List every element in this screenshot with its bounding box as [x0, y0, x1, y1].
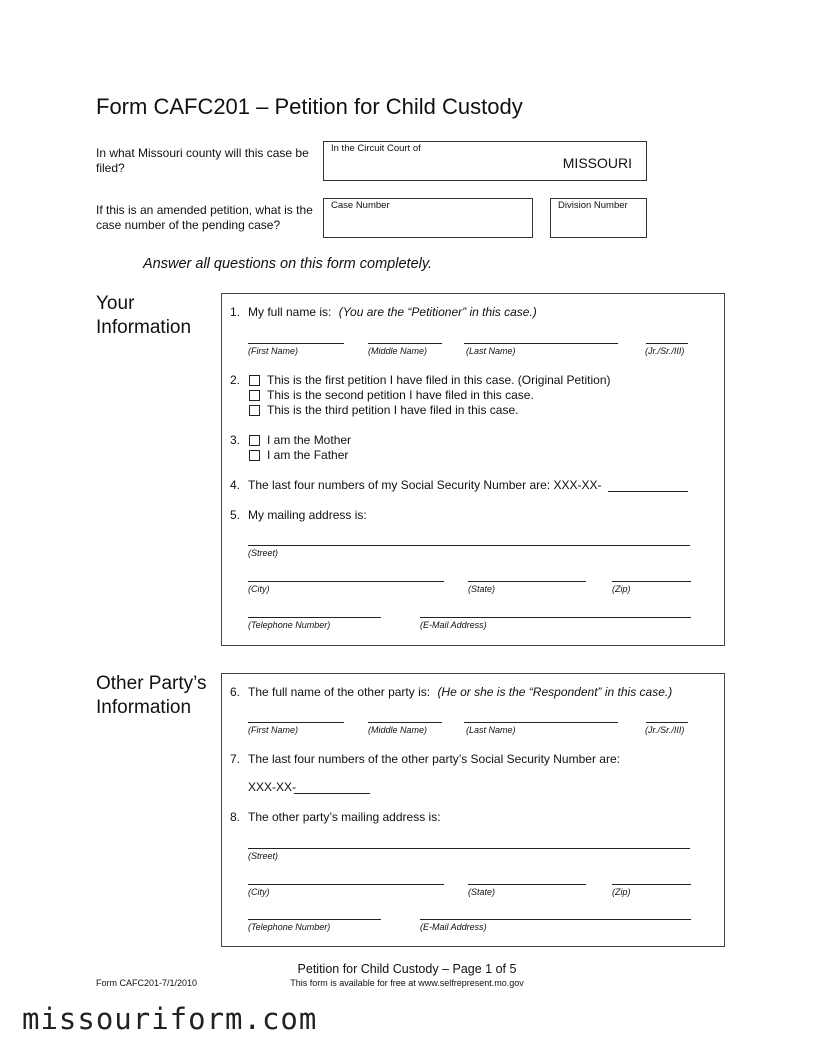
other-zip-line[interactable] — [612, 884, 691, 885]
second-petition-label: This is the second petition I have filed in this case. — [267, 388, 534, 402]
form-title: Form CAFC201 – Petition for Child Custody — [96, 94, 523, 119]
second-petition-checkbox[interactable] — [249, 390, 260, 401]
other-suffix-line[interactable] — [646, 722, 688, 723]
father-checkbox[interactable] — [249, 450, 260, 461]
other-party-heading — [96, 672, 207, 720]
state-value: MISSOURI — [562, 155, 632, 171]
state-line[interactable] — [468, 581, 586, 582]
q1-text — [248, 305, 537, 319]
other-caption-middle-name: (Middle Name) — [368, 725, 428, 735]
other-street-line[interactable] — [248, 848, 690, 849]
ssn-last-four-line[interactable] — [608, 491, 688, 492]
other-caption-city: (City) — [248, 887, 270, 897]
first-petition-label: This is the first petition I have filed in this case. (Original Petition) — [267, 373, 611, 387]
q6-number: 6. — [229, 685, 240, 699]
caption-street: (Street) — [248, 548, 279, 558]
suffix-line[interactable] — [646, 343, 688, 344]
caption-email: (E-Mail Address) — [420, 620, 487, 630]
q8-text: The other party’s mailing address is: — [248, 810, 441, 824]
other-caption-phone: (Telephone Number) — [248, 922, 331, 932]
footer-availability: This form is available for free at www.selfrepresent.mo.gov — [290, 978, 524, 988]
phone-line[interactable] — [248, 617, 381, 618]
caption-suffix: (Jr./Sr./III) — [645, 346, 685, 356]
q6-label: The full name of the other party is: — [248, 685, 431, 699]
other-phone-line[interactable] — [248, 919, 381, 920]
q4-text: The last four numbers of my Social Security Number are: XXX-XX- — [248, 478, 602, 492]
q7-number: 7. — [229, 752, 240, 766]
last-name-line[interactable] — [464, 343, 618, 344]
third-petition-checkbox[interactable] — [249, 405, 260, 416]
caption-state: (State) — [468, 584, 496, 594]
your-info-heading-line2: Information — [96, 317, 192, 338]
amended-question: If this is an amended petition, what is the case number of the pending case? — [96, 203, 313, 232]
street-line[interactable] — [248, 545, 690, 546]
third-petition-label: This is the third petition I have filed in this case. — [267, 403, 519, 417]
your-info-panel — [221, 293, 725, 646]
other-caption-street: (Street) — [248, 851, 279, 861]
other-email-line[interactable] — [420, 919, 691, 920]
q6-note: (He or she is the “Respondent” in this case.) — [437, 685, 673, 699]
other-ssn-last-four-line[interactable] — [294, 793, 370, 794]
mother-checkbox[interactable] — [249, 435, 260, 446]
caption-first-name: (First Name) — [248, 346, 298, 356]
other-middle-name-line[interactable] — [368, 722, 442, 723]
email-line[interactable] — [420, 617, 691, 618]
your-info-heading-line1: Your — [96, 293, 135, 314]
middle-name-line[interactable] — [368, 343, 442, 344]
q1-label: My full name is: — [248, 305, 332, 319]
caption-last-name: (Last Name) — [466, 346, 516, 356]
footer-page-title: Petition for Child Custody – Page 1 of 5 — [297, 962, 517, 976]
footer-form-id: Form CAFC201-7/1/2010 — [96, 978, 198, 988]
other-caption-suffix: (Jr./Sr./III) — [645, 725, 685, 735]
first-petition-checkbox[interactable] — [249, 375, 260, 386]
caption-zip: (Zip) — [612, 584, 631, 594]
watermark: missouriform.com — [22, 1002, 318, 1036]
q2-number: 2. — [229, 373, 240, 387]
q4-number: 4. — [229, 478, 240, 492]
circuit-court-field[interactable] — [323, 141, 647, 181]
zip-line[interactable] — [612, 581, 691, 582]
other-caption-state: (State) — [468, 887, 496, 897]
other-party-heading-line1: Other Party’s — [96, 673, 207, 694]
q7-prefix: XXX-XX- — [248, 780, 297, 794]
city-line[interactable] — [248, 581, 444, 582]
other-caption-first-name: (First Name) — [248, 725, 298, 735]
q3-number: 3. — [229, 433, 240, 447]
q5-number: 5. — [229, 508, 240, 522]
mother-label: I am the Mother — [267, 433, 352, 447]
instructions: Answer all questions on this form completely. — [143, 256, 433, 272]
caption-city: (City) — [248, 584, 270, 594]
father-label: I am the Father — [267, 448, 349, 462]
other-party-panel — [221, 673, 725, 947]
other-first-name-line[interactable] — [248, 722, 344, 723]
other-state-line[interactable] — [468, 884, 586, 885]
division-number-field[interactable] — [550, 198, 647, 238]
your-info-heading — [96, 292, 191, 340]
q7-text: The last four numbers of the other party’s Social Security Number are: — [248, 752, 620, 766]
other-party-heading-line2: Information — [96, 697, 192, 718]
other-caption-last-name: (Last Name) — [466, 725, 516, 735]
other-last-name-line[interactable] — [464, 722, 618, 723]
q1-number: 1. — [229, 305, 240, 319]
q1-note: (You are the “Petitioner” in this case.) — [338, 305, 537, 319]
q5-text: My mailing address is: — [248, 508, 367, 522]
case-number-field[interactable] — [323, 198, 533, 238]
q8-number: 8. — [229, 810, 240, 824]
county-question: In what Missouri county will this case be filed? — [96, 146, 309, 175]
caption-middle-name: (Middle Name) — [368, 346, 428, 356]
q6-text — [248, 685, 672, 699]
caption-phone: (Telephone Number) — [248, 620, 331, 630]
other-caption-email: (E-Mail Address) — [420, 922, 487, 932]
other-caption-zip: (Zip) — [612, 887, 631, 897]
first-name-line[interactable] — [248, 343, 344, 344]
circuit-court-label: In the Circuit Court of — [331, 143, 421, 154]
other-city-line[interactable] — [248, 884, 444, 885]
division-number-label: Division Number — [558, 200, 628, 211]
case-number-label: Case Number — [331, 200, 390, 211]
